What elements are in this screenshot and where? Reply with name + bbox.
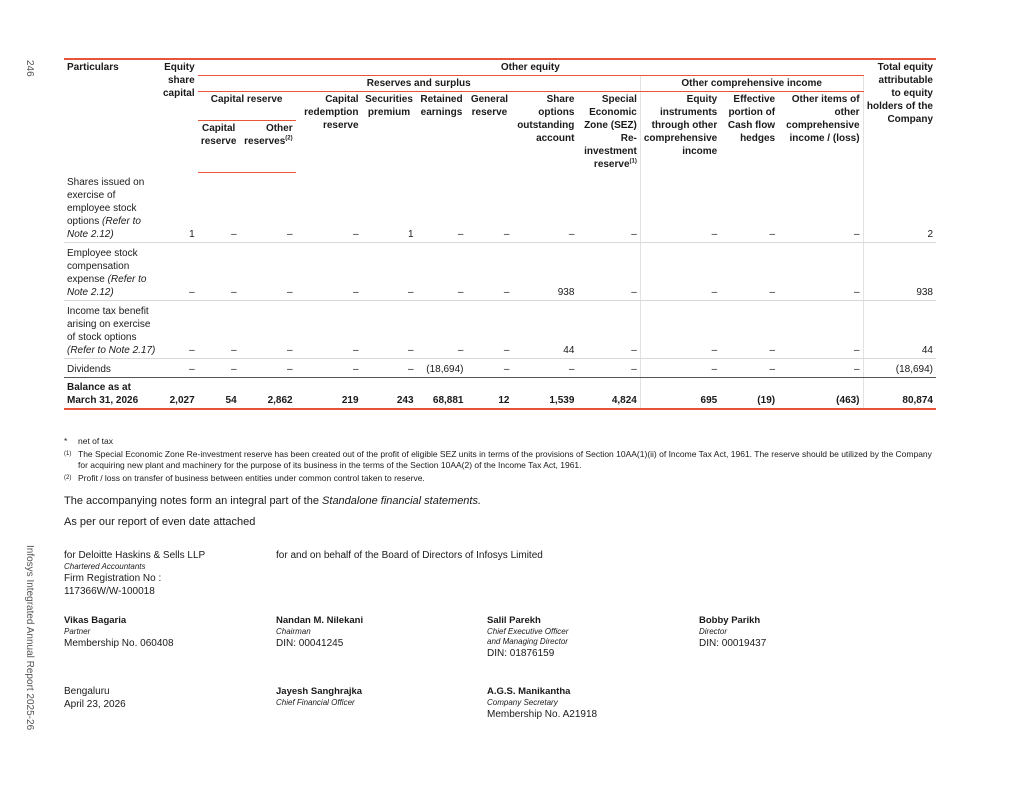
header-capital-reserve-group: Capital reserve [198, 92, 296, 121]
cell-value: – [417, 172, 467, 243]
signatory-block: A.G.S. Manikantha Company Secretary Membership No. A21918 [487, 686, 598, 720]
cell-value: – [296, 172, 362, 243]
cell-value: 219 [296, 378, 362, 410]
cell-value: – [466, 172, 512, 243]
cell-value: 2 [863, 172, 936, 243]
cell-value: 938 [512, 243, 577, 301]
cell-value: – [160, 301, 198, 359]
report-side-title: Infosys Integrated Annual Report 2025-26 [24, 545, 35, 731]
cell-value: – [720, 301, 778, 359]
header-particulars: Particulars [64, 59, 160, 172]
header-equity-share-capital: Equity share capital [160, 59, 198, 172]
cell-value: – [778, 359, 863, 378]
cell-value: – [240, 243, 296, 301]
cell-value: – [640, 301, 720, 359]
header-share-options: Share options outstanding account [517, 94, 575, 144]
cell-value: – [720, 359, 778, 378]
cell-value: – [296, 301, 362, 359]
header-reserves-surplus: Reserves and surplus [198, 76, 641, 92]
signatory-block: Nandan M. Nilekani Chairman DIN: 00041245 [276, 615, 364, 649]
cell-value: 12 [466, 378, 512, 410]
cell-value: 243 [362, 378, 417, 410]
cell-value: – [778, 243, 863, 301]
row-label: Employee stock compensation expense (Refer to Note 2.12) [64, 243, 160, 301]
cell-value: – [198, 359, 240, 378]
cell-value: 938 [863, 243, 936, 301]
cell-value: – [362, 301, 417, 359]
cell-value: 1 [362, 172, 417, 243]
cell-value: – [296, 243, 362, 301]
cell-value: – [362, 243, 417, 301]
signatory-block: Salil Parekh Chief Executive Officer and Managing Director DIN: 01876159 [487, 615, 569, 659]
cell-value: – [362, 359, 417, 378]
cell-value: – [577, 172, 640, 243]
header-other-reserves: Other reserves$^{(2)}$ [240, 120, 296, 172]
cell-value: – [512, 359, 577, 378]
cell-value: – [720, 243, 778, 301]
signatory-block: Jayesh Sanghrajka Chief Financial Officer [276, 686, 363, 707]
cell-value: – [198, 243, 240, 301]
cell-value: – [577, 301, 640, 359]
cell-value: – [417, 301, 467, 359]
cell-value: 2,027 [160, 378, 198, 410]
board-line: for and on behalf of the Board of Directors of Infosys Limited [276, 550, 543, 561]
cell-value: – [720, 172, 778, 243]
header-oci: Other comprehensive income [640, 76, 863, 92]
header-capital-reserve: Capital reserve [198, 120, 240, 172]
table-row [64, 243, 936, 301]
header-sez-reserve: Special Economic Zone (SEZ) Re-investment reserve$^{(1)}$ [577, 92, 640, 173]
cell-value: 695 [640, 378, 720, 410]
cell-value: 44 [512, 301, 577, 359]
cell-value: – [466, 359, 512, 378]
footnote: * net of tax [64, 436, 113, 446]
cell-value: (19) [720, 378, 778, 410]
cell-value: – [296, 359, 362, 378]
cell-value: (18,694) [863, 359, 936, 378]
cell-value: – [466, 301, 512, 359]
table-row [64, 301, 936, 359]
report-line: As per our report of even date attached [64, 516, 256, 528]
table-row [64, 359, 936, 378]
table-row [64, 172, 936, 243]
footnote: $^{(2)}$ Profit / loss on transfer of business between entities under common control taken to reserve. [64, 473, 425, 483]
cell-value: – [640, 359, 720, 378]
header-retained-earnings: Retained earnings [420, 94, 463, 118]
cell-value: – [778, 172, 863, 243]
cell-value: 54 [198, 378, 240, 410]
header-cash-flow-hedges: Effective portion of Cash flow hedges [727, 94, 776, 144]
header-total-equity: Total equity attributable to equity holders of the Company [863, 59, 936, 172]
cell-value: (18,694) [417, 359, 467, 378]
page-number: 246 [24, 60, 35, 77]
header-securities-premium: Securities premium [365, 94, 413, 118]
cell-value: – [577, 359, 640, 378]
header-capital-redemption: Capital redemption reserve [304, 94, 359, 131]
cell-value: – [417, 243, 467, 301]
cell-value: – [240, 359, 296, 378]
accompanying-notes-line: The accompanying notes form an integral part of the Standalone financial statements. [64, 495, 482, 507]
cell-value: – [577, 243, 640, 301]
row-label: Income tax benefit arising on exercise of stock options (Refer to Note 2.17) [64, 301, 160, 359]
row-label: Dividends [64, 359, 160, 378]
statement-of-changes-in-equity-table [64, 58, 936, 410]
cell-value: – [512, 172, 577, 243]
signatory-block: Vikas Bagaria Partner Membership No. 060408 [64, 615, 174, 649]
cell-value: 44 [863, 301, 936, 359]
auditor-block: for Deloitte Haskins & Sells LLP Chartered Accountants Firm Registration No : 117366W/W-100018 [64, 550, 206, 597]
place-date-block: Bengaluru April 23, 2026 [64, 686, 126, 710]
row-label: Shares issued on exercise of employee stock options (Refer to Note 2.12) [64, 172, 160, 243]
signatory-block: Bobby Parikh Director DIN: 00019437 [699, 615, 767, 649]
cell-value: 68,881 [417, 378, 467, 410]
header-equity-instruments: Equity instruments through other comprehensive income [643, 94, 718, 157]
cell-value: – [160, 243, 198, 301]
balance-row [64, 378, 936, 410]
header-other-equity: Other equity [198, 59, 863, 76]
header-other-items-oci: Other items of other comprehensive income / (loss) [778, 92, 863, 173]
cell-value: – [640, 172, 720, 243]
cell-value: – [198, 172, 240, 243]
cell-value: 4,824 [577, 378, 640, 410]
row-label: Balance as at March 31, 2026 [64, 378, 160, 410]
footnotes [64, 436, 936, 488]
cell-value: – [466, 243, 512, 301]
cell-value: – [160, 359, 198, 378]
header-general-reserve: General reserve [470, 94, 509, 118]
cell-value: 2,862 [240, 378, 296, 410]
footnote: $^{(1)}$ The Special Economic Zone Re-investment reserve has been created out of the profit of eligible SEZ units in terms of the provisions of Section 10AA(1)(ii) of Income Tax Act, 1961. The reserve should be utilized by the Company for acquiring new plant and machinery for the purpose of its business in the terms of the Section 10AA(2) of the Income Tax Act, 1961. [64, 449, 932, 470]
cell-value: – [778, 301, 863, 359]
cell-value: 1,539 [512, 378, 577, 410]
cell-value: – [198, 301, 240, 359]
cell-value: – [240, 172, 296, 243]
cell-value: 80,874 [863, 378, 936, 410]
cell-value: – [640, 243, 720, 301]
cell-value: (463) [778, 378, 863, 410]
cell-value: – [240, 301, 296, 359]
cell-value: 1 [160, 172, 198, 243]
